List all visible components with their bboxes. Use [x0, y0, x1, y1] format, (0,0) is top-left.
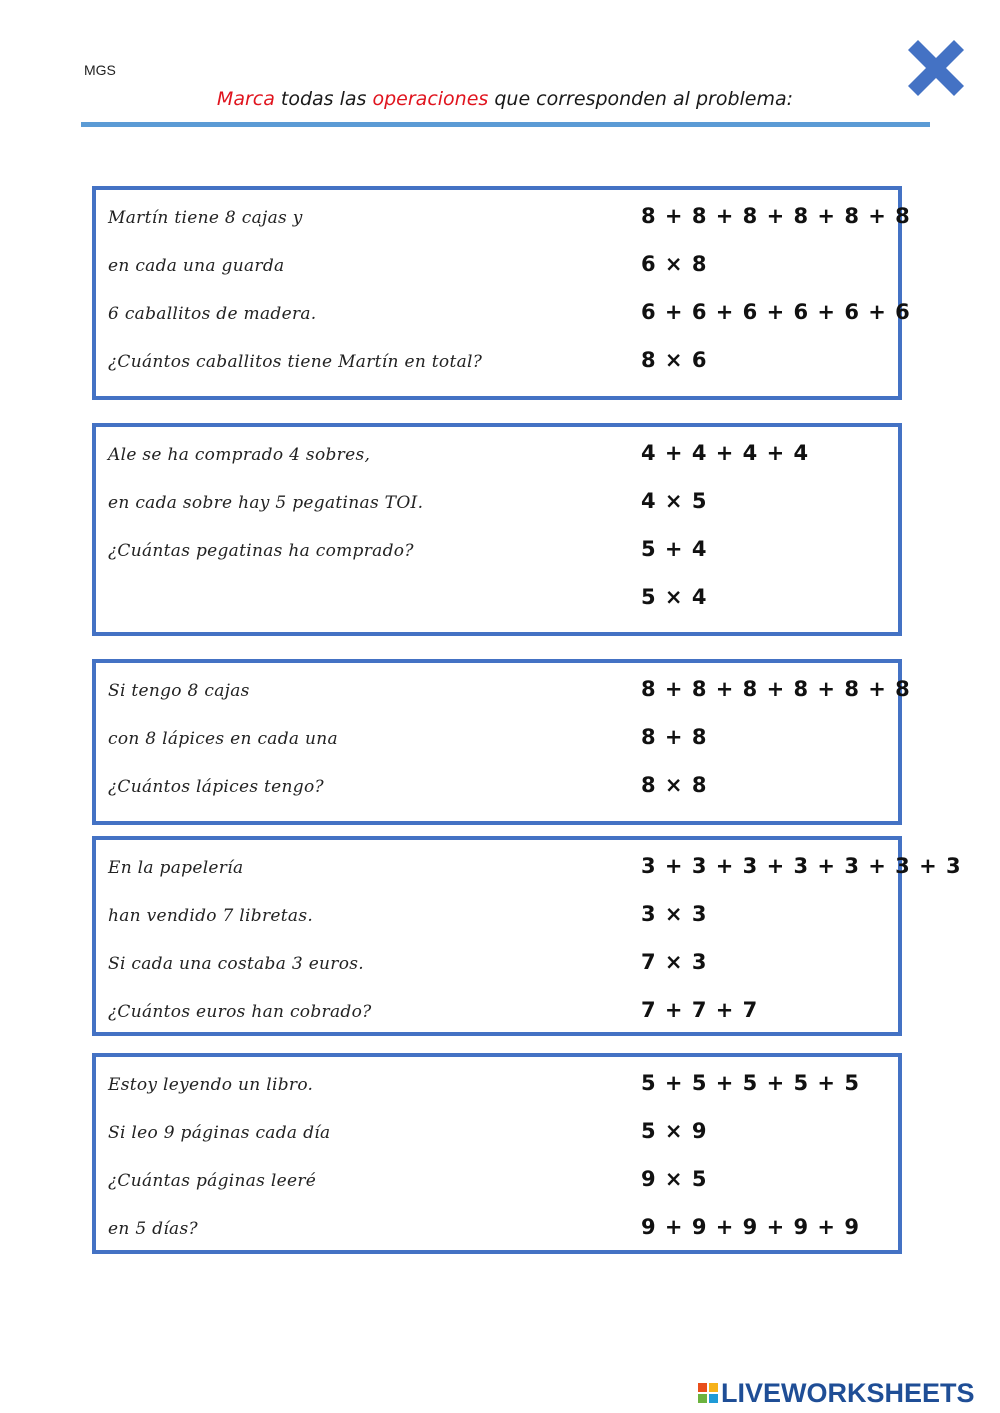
- operation-option[interactable]: 8 × 6: [641, 348, 708, 372]
- operation-option[interactable]: 8 + 8 + 8 + 8 + 8 + 8: [641, 204, 911, 228]
- problem-text-line: ¿Cuántas páginas leeré: [108, 1171, 317, 1191]
- instruction-text-end: que corresponden al problema:: [488, 88, 794, 110]
- problem-text-line: Estoy leyendo un libro.: [108, 1075, 314, 1095]
- problem-box-5: [92, 1053, 902, 1254]
- operation-option[interactable]: 5 + 4: [641, 537, 708, 561]
- operation-option[interactable]: 9 × 5: [641, 1167, 708, 1191]
- instruction-heading: [0, 88, 1000, 110]
- operation-option[interactable]: 8 × 8: [641, 773, 708, 797]
- instruction-text: todas las: [274, 88, 373, 110]
- operation-option[interactable]: 6 × 8: [641, 252, 708, 276]
- problem-text-line: en cada sobre hay 5 pegatinas TOI.: [108, 493, 424, 513]
- problem-text-line: Si cada una costaba 3 euros.: [108, 954, 364, 974]
- operation-option[interactable]: 5 × 4: [641, 585, 708, 609]
- liveworksheets-logo: [698, 1376, 975, 1410]
- operation-option[interactable]: 7 × 3: [641, 950, 708, 974]
- problem-text-line: 6 caballitos de madera.: [108, 304, 317, 324]
- problem-text-line: Si leo 9 páginas cada día: [108, 1123, 331, 1143]
- problem-box-1: [92, 186, 911, 400]
- operation-option[interactable]: 7 + 7 + 7: [641, 998, 759, 1022]
- problem-text-line: ¿Cuántos lápices tengo?: [108, 777, 324, 797]
- instruction-highlight-marca: Marca: [216, 88, 275, 110]
- operation-option[interactable]: 5 × 9: [641, 1119, 708, 1143]
- header-divider: [81, 122, 930, 127]
- problem-box-2: [92, 423, 902, 636]
- problem-text-line: ¿Cuántos caballitos tiene Martín en total?: [108, 352, 483, 372]
- operation-option[interactable]: 8 + 8: [641, 725, 708, 749]
- problem-text-line: Ale se ha comprado 4 sobres,: [108, 445, 371, 465]
- operation-option[interactable]: 4 × 5: [641, 489, 708, 513]
- instruction-highlight-operaciones: operaciones: [372, 88, 489, 110]
- problem-text-line: En la papelería: [108, 858, 244, 878]
- logo-blocks-icon: [698, 1383, 718, 1403]
- problem-text-line: ¿Cuántos euros han cobrado?: [108, 1002, 372, 1022]
- operation-option[interactable]: 9 + 9 + 9 + 9 + 9: [641, 1215, 860, 1239]
- operation-option[interactable]: 5 + 5 + 5 + 5 + 5: [641, 1071, 860, 1095]
- operation-option[interactable]: 3 × 3: [641, 902, 708, 926]
- operation-option[interactable]: 3 + 3 + 3 + 3 + 3 + 3 + 3: [641, 854, 962, 878]
- problem-box-3: [92, 659, 911, 825]
- problem-box-4: [92, 836, 962, 1036]
- author-label: MGS: [84, 62, 116, 78]
- operation-option[interactable]: 4 + 4 + 4 + 4: [641, 441, 810, 465]
- problem-text-line: con 8 lápices en cada una: [108, 729, 338, 749]
- logo-text: LIVEWORKSHEETS: [721, 1377, 975, 1408]
- problem-text-line: en 5 días?: [108, 1219, 198, 1239]
- problem-text-line: han vendido 7 libretas.: [108, 906, 314, 926]
- problem-text-line: en cada una guarda: [108, 256, 285, 276]
- problem-text-line: Si tengo 8 cajas: [108, 681, 250, 701]
- problem-text-line: Martín tiene 8 cajas y: [108, 208, 303, 228]
- operation-option[interactable]: 6 + 6 + 6 + 6 + 6 + 6: [641, 300, 911, 324]
- operation-option[interactable]: 8 + 8 + 8 + 8 + 8 + 8: [641, 677, 911, 701]
- problem-text-line: ¿Cuántas pegatinas ha comprado?: [108, 541, 414, 561]
